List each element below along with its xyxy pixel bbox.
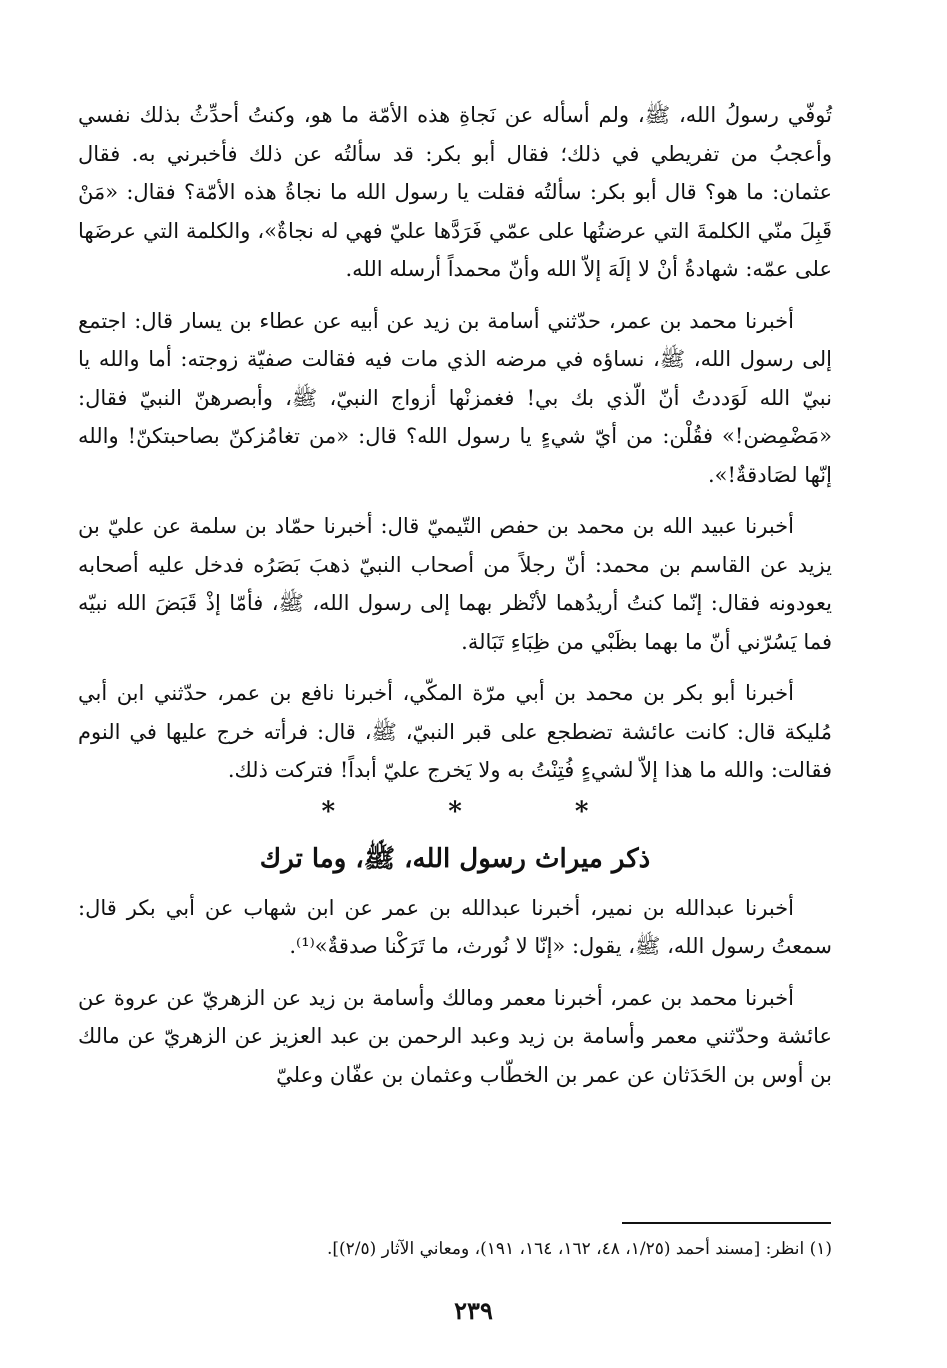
- page-number: ٢٣٩: [454, 1296, 493, 1325]
- paragraph-4: أخبرنا أبو بكر بن محمد بن أبي مرّة المكّي، أخبرنا نافع بن عمر، حدّثني ابن أبي مُليكة قال: كانت عائشة تضطجع على قبر النبيّ، ﷺ، قال: فرأته خرج عليها في النوم فقالت: والله ما هذا إلاّ لشيءٍ فُتِنْتُ به ولا يَخرج عليّ أبداً! فتركت ذلك.: [78, 681, 832, 782]
- page-body: [78, 96, 832, 1107]
- section-title: ذكر ميراث رسول الله، ﷺ، وما ترك: [259, 843, 651, 874]
- section-separator: * * *: [321, 796, 641, 827]
- section-paragraph-2: أخبرنا محمد بن عمر، أخبرنا معمر ومالك وأسامة بن زيد عن الزهريّ عن عروة عن عائشة وحدّثني معمر وأسامة بن زيد وعبد الرحمن بن عبد العزيز عن الزهريّ عن مالك بن أوس بن الحَدَثان عن عمر بن الخطّاب وعثمان بن عفّان وعليّ: [78, 985, 832, 1087]
- paragraph-1: تُوفّي رسولُ الله، ﷺ، ولم أسأله عن نَجاةِ هذه الأمّة ما هو، وكنتُ أحدِّثُ بذلك نفسي وأعجبُ من تفريطي في ذلك؛ فقال أبو بكر: قد سألتُه عن ذلك فأخبرني به. فقال عثمان: ما هو؟ قال أبو بكر: سألتُه فقلت يا رسول الله ما نجاةُ هذه الأمّة؟ فقال: «مَنْ قَبِلَ منّي الكلمةَ التي عرضتُها على عمّي فَرَدَّها عليّ فهي له نجاةٌ»، والكلمة التي عرضَها على عمّه: شهادةُ أنْ لا إلَهَ إلاّ الله وأنّ محمداً أرسله الله.: [78, 103, 832, 281]
- footnote: (١) انظر: [مسند أحمد (١/٢٥، ٤٨، ١٦٢، ١٦٤، ١٩١)، ومعاني الآثار (٢/٥)].: [326, 1239, 832, 1259]
- footnote-divider: [622, 1222, 831, 1224]
- section-paragraph-1: أخبرنا عبدالله بن نمير، أخبرنا عبدالله بن عمر عن ابن شهاب عن أبي بكر قال: سمعتُ رسول الله، ﷺ، يقول: «إنّا لا نُورث، ما تَرَكْنا صدقةٌ»⁽¹⁾.: [78, 895, 832, 958]
- paragraph-3: أخبرنا عبيد الله بن محمد بن حفص التّيميّ قال: أخبرنا حمّاد بن سلمة عن عليّ بن يزيد عن القاسم بن محمد: أنّ رجلاً من أصحاب النبيّ ذهبَ بَصَرُه فدخل عليه أصحابه يعودونه فقال: إنّما كنتُ أريدُهما لأنْظر بهما إلى رسول الله، ﷺ، فأمّا إذْ قَبَضَ الله نبيّه فما يَسُرّني أنّ ما بهما بظَبْي من ظِبَاءِ تَبَالة.: [78, 514, 832, 654]
- paragraph-2: أخبرنا محمد بن عمر، حدّثني أسامة بن زيد عن أبيه عن عطاء بن يسار قال: اجتمع إلى رسول الله، ﷺ، نساؤه في مرضه الذي مات فيه فقالت صفيّة زوجته: أما والله يا نبيّ الله لَوَددتُ أنّ الّذي بك بي! فغمزنْها أزواج النبيّ، ﷺ، وأبصرهنّ النبيّ فقال: «مَضْمِضن!» فقُلْن: من أيّ شيءٍ يا رسول الله؟ قال: «من تغامُزكنّ بصاحبتكنّ! والله إنّها لصَادقةٌ!».: [78, 308, 832, 487]
